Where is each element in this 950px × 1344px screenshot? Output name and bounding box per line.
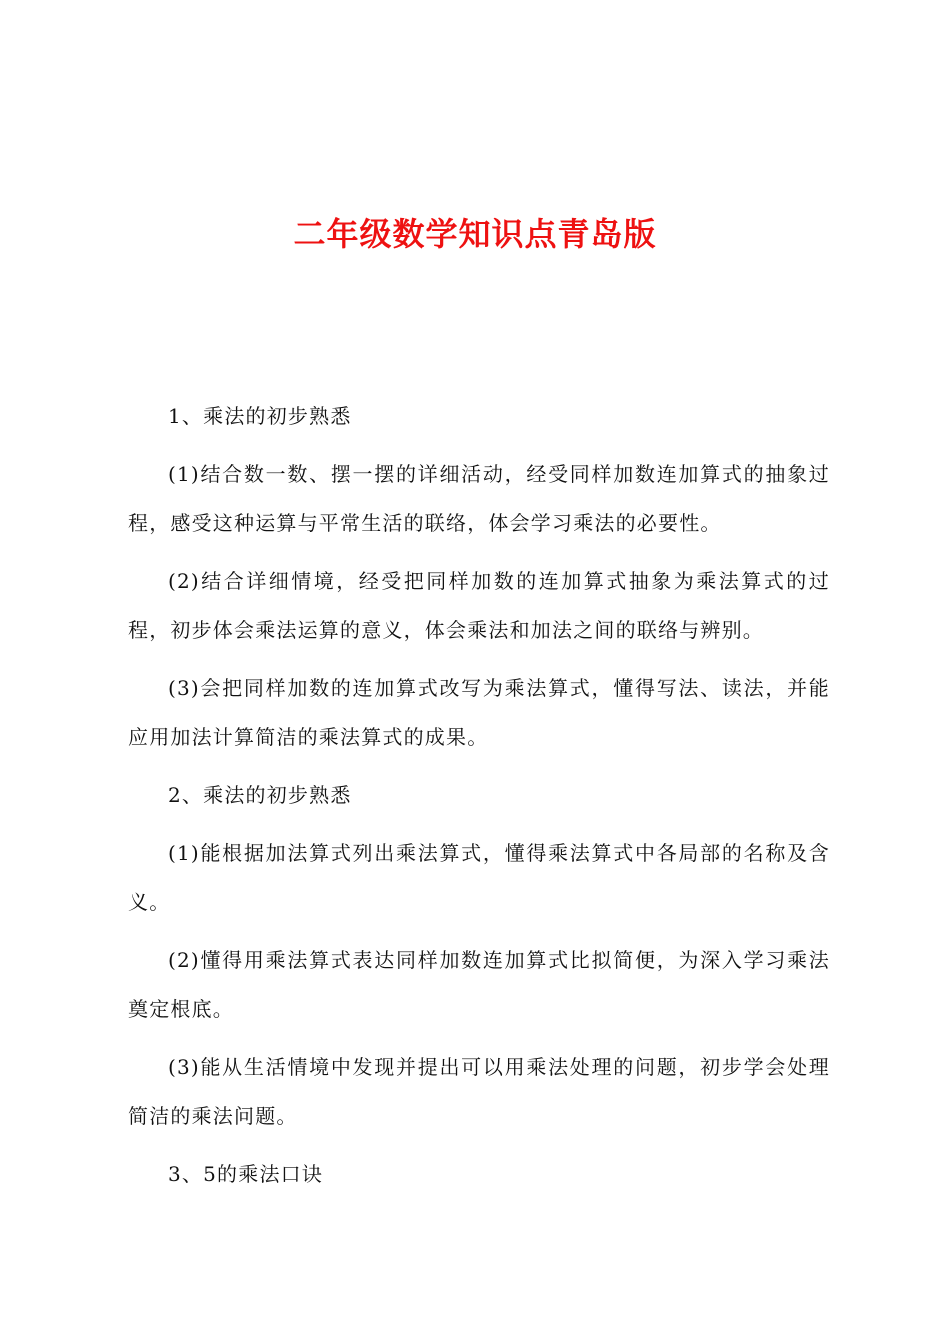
paragraph: (2)结合详细情境，经受把同样加数的连加算式抽象为乘法算式的过程，初步体会乘法运算的意义，体会乘法和加法之间的联络与辨别。 [128, 569, 830, 642]
section-heading-3: 3、5的乘法口诀 [168, 1162, 324, 1186]
paragraph: (1)能根据加法算式列出乘法算式，懂得乘法算式中各局部的名称及含义。 [128, 841, 830, 914]
section-heading-2: 2、乘法的初步熟悉 [168, 783, 352, 807]
paragraph: (3)能从生活情境中发现并提出可以用乘法处理的问题，初步学会处理简洁的乘法问题。 [128, 1055, 830, 1128]
document-body [128, 392, 830, 1208]
paragraph: (3)会把同样加数的连加算式改写为乘法算式，懂得写法、读法，并能应用加法计算简洁的乘法算式的成果。 [128, 676, 830, 749]
section-heading-1: 1、乘法的初步熟悉 [168, 404, 352, 428]
paragraph: (1)结合数一数、摆一摆的详细活动，经受同样加数连加算式的抽象过程，感受这种运算与平常生活的联络，体会学习乘法的必要性。 [128, 462, 830, 535]
document-title: 二年级数学知识点青岛版 [293, 215, 657, 253]
paragraph: (2)懂得用乘法算式表达同样加数连加算式比拟简便，为深入学习乘法奠定根底。 [128, 948, 830, 1021]
